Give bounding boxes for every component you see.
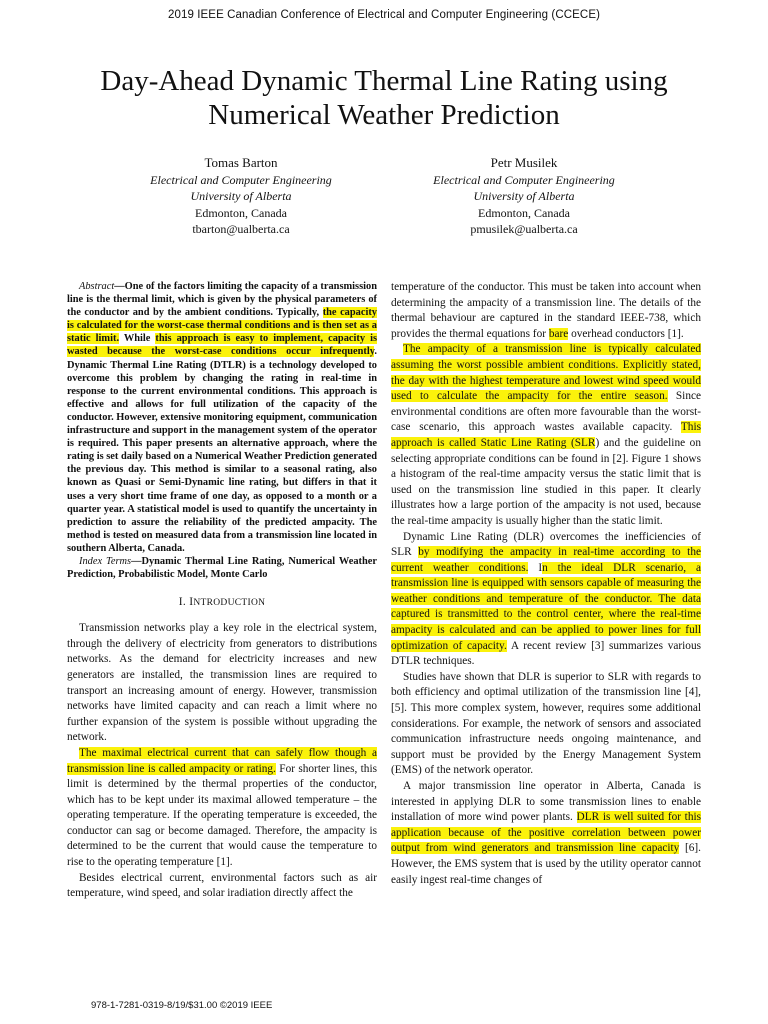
index-terms-text: —Dynamic Thermal Line Rating, Numerical Weather Prediction, Probabilistic Model, Monte Carlo (67, 555, 378, 581)
index-terms (67, 555, 377, 581)
conference-header: 2019 IEEE Canadian Conference of Electrical and Computer Engineering (CCECE) (167, 9, 601, 21)
section-title-rest: NTRODUCTION (193, 598, 266, 609)
paragraph: Besides electrical current, environmental factors such as air temperature, wind speed, and solar iradiation directly affect the (67, 871, 377, 900)
title-line-1: Day-Ahead Dynamic Thermal Line Rating using (100, 65, 668, 97)
paragraph-text: temperature of the conductor. This must be taken into account when determining the ampacity of a transmission line. The details of the thermal behaviour are captured in the standard IEEE-738, which provides the thermal equations for (391, 281, 701, 340)
author-block-1 (91, 155, 391, 237)
paragraph (391, 342, 701, 529)
copyright-footer: 978-1-7281-0319-8/19/$31.00 ©2019 IEEE (91, 1000, 273, 1011)
author-location: Edmonton, Canada (478, 205, 570, 220)
right-column (391, 280, 701, 888)
abstract-text: —One of the factors limiting the capacity of a transmission line is the thermal limit, which is given by the physical parameters of the conductor and by the ambient conditions. Typically, (67, 281, 377, 319)
highlight: bare (548, 327, 569, 340)
highlight: by modifying the ampacity in real-time according to the current weather conditions. (391, 546, 701, 574)
paragraph (391, 530, 701, 670)
author-department: Electrical and Computer Engineering (433, 173, 615, 188)
title-line-2: Numerical Weather Prediction (208, 99, 560, 131)
paragraph: Transmission networks play a key role in the electrical system, through the delivery of electricity from generators to distributions networks. As the demand for electricity increases and new generators are installed, the transmission lines are required to transport an increasing amount of energy. However, transmission networks have limited capacity and can reach a limit where no further expansion of the system is possible without upgrading the network. (67, 622, 377, 744)
index-terms-label: Index Terms (79, 555, 132, 567)
paragraph-text: ) and the guideline on selecting appropriate conditions can be found in [2]. Figure 1 shows a histogram of the real-time ampacity versus the static limit that is used on the transmission line studied in this paper. It clearly illustrates how a large portion of the ampacity is not used, because the real-time ampacity is usually higher than the static limit. (391, 436, 701, 527)
highlight: The maximal electrical current that can safely flow though a transmission line is called ampacity or rating. (67, 746, 377, 775)
highlight: n the ideal DLR scenario, a transmission line is equipped with sensors capable of measuring the weather conditions and temperature of the conductor. The data captured is transmitted to the control center, where the real-time ampacity is calculated and can be applied to power lines for full optimization of capacity. (391, 561, 702, 652)
paragraph (67, 746, 377, 871)
paragraph-text: A recent review [3] summarizes various DTLR techniques. (391, 639, 701, 668)
paragraph-text: overhead conductors [1]. (568, 327, 684, 340)
section-number: I. (178, 596, 190, 609)
author-email: tbarton@ualberta.ca (192, 221, 290, 236)
highlight: this approach is easy to implement, capacity is wasted because the worst-case conditions occur infrequently (67, 333, 377, 358)
author-university: University of Alberta (190, 189, 292, 204)
paragraph-text: [6]. However, the EMS system that is used by the utility operator cannot easily ingest real-time changes of (391, 842, 701, 886)
paragraph: Studies have shown that DLR is superior to SLR with regards to both efficiency and optimal utilization of the transmission line [4], [5]. This more complex system, however, requires some additional considerations. For example, the network of sensors and associated communication infrastructure needs ongoing maintenance, and support must be provided by the Energy Management System (EMS) of the network operator. (391, 670, 701, 777)
author-name: Tomas Barton (204, 155, 278, 170)
paper-title (40, 64, 728, 132)
paragraph (391, 779, 701, 888)
author-block-2 (374, 155, 674, 237)
paragraph-text: For shorter lines, this limit is determined by the thermal properties of the conductor, which has to be kept under its maximal allowed temperature – the operating temperature. If the operating temperature is exceeded, the conductor can sag or become damaged. Therefore, the ampacity is determined to be the current that would cause the temperature to rise to the operating temperature [1]. (67, 762, 377, 869)
highlight: DLR is well suited for this application because of the positive correlation between power output from wind generators and transmission line capacity (391, 811, 702, 855)
author-department: Electrical and Computer Engineering (150, 173, 332, 188)
abstract-text: While (119, 333, 156, 345)
author-name: Petr Musilek (490, 155, 558, 170)
paragraph-text: Dynamic Line Rating (DLR) overcomes the inefficiencies of SLR (391, 530, 701, 559)
highlight: This approach is called Static Line Rating (SLR (391, 421, 701, 449)
highlight: the capacity is calculated for the worst-case thermal conditions and is then set as a static limit. (67, 307, 377, 345)
abstract (67, 280, 377, 555)
abstract-text: . Dynamic Thermal Line Rating (DTLR) is a technology developed to overcome this problem by changing the rating in real-time in response to the current environmental conditions. This approach is effective and allows for full utilization of the capacity of the conductor. However, extensive monitoring equipment, communication infrastructure and support in the management system of the operator is required. This paper presents an alternative approach, where the rating is set daily based on a Numerical Weather Prediction generated the previous day. This method is similar to a seasonal rating, also known as Quasi or Semi-Dynamic line rating, but differs in that it uses a very short time frame of one day, as opposed to a month or a quarter year. A statistical model is used to quantify the uncertainty in prediction to assure the reliability of the predicted ampacity. The method is tested on measured data from a transmission line located in southern Alberta, Canada. (67, 346, 377, 554)
section-title-initial: I (189, 596, 194, 609)
author-location: Edmonton, Canada (195, 205, 287, 220)
highlight: The ampacity of a transmission line is typically calculated assuming the worst possible ambient conditions. Explicitly stated, the day with the highest temperature and lowest wind speed would used to calculate the ampacity for the entire season. (391, 343, 701, 403)
author-university: University of Alberta (473, 189, 575, 204)
author-email: pmusilek@ualberta.ca (470, 221, 578, 236)
section-heading-introduction (67, 596, 377, 608)
paragraph-text: A major transmission line operator in Alberta, Canada is interested in applying DLR to some transmission lines to enable installation of more wind power plants. (391, 780, 701, 824)
abstract-label: Abstract (79, 281, 115, 292)
paragraph-text: I (528, 561, 543, 574)
paragraph (391, 280, 701, 342)
paragraph-text: Since environmental conditions are often more favourable than the worst-case scenario, this approach wastes available capacity. (391, 390, 701, 434)
left-column (67, 280, 377, 902)
